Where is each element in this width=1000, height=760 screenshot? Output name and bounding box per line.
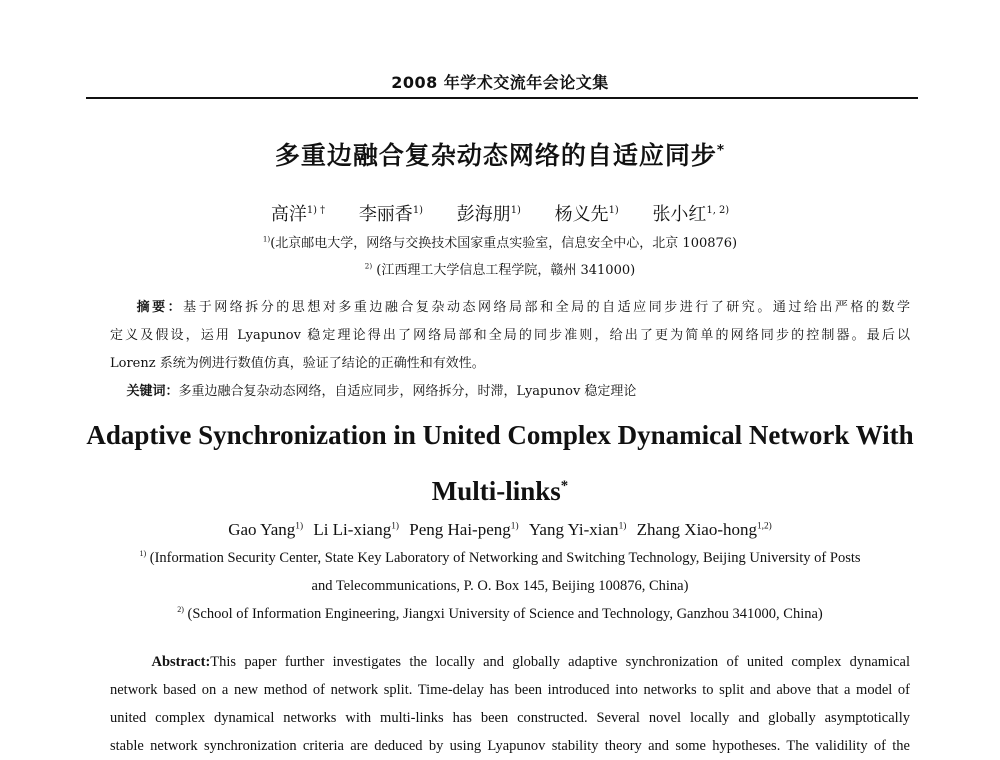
author-sup: 1) † <box>306 205 326 216</box>
aff-sup: 1) <box>262 234 271 244</box>
abstract-line: 定义及假设，运用 Lyapunov 稳定理论得出了网络局部和全局的同步准则，给出了更为简单的网络同步的控制器。最后以 <box>110 328 910 343</box>
author <box>228 520 303 539</box>
english-affiliation-2 <box>0 606 1000 623</box>
chinese-affiliation-2 <box>0 259 1000 278</box>
author-name: 彭海朋 <box>456 204 511 225</box>
author <box>637 520 772 539</box>
chinese-affiliation-1 <box>0 232 1000 251</box>
author <box>457 204 521 225</box>
abstract-text: 基于网络拆分的思想对多重边融合复杂动态网络局部和全局的自适应同步进行了研究。通过给出严格的数学 <box>183 300 910 315</box>
chinese-title-text: 多重边融合复杂动态网络的自适应同步 <box>274 141 717 170</box>
english-authors <box>0 520 1000 540</box>
author <box>409 520 518 539</box>
abstract-line: united complex dynamical networks with multi-links has been constructed. Several novel locally and globally asymptotically <box>110 710 910 726</box>
author-sup: 1) <box>510 205 521 216</box>
author-name: 李丽香 <box>358 204 413 225</box>
aff-text: (江西理工大学信息工程学院，赣州 341000) <box>376 263 636 278</box>
english-affiliation-1-line-1 <box>0 550 1000 567</box>
keywords-label: 关键词： <box>126 384 179 399</box>
chinese-authors <box>0 200 1000 226</box>
chinese-title <box>0 136 1000 172</box>
abstract-line: Lorenz 系统为例进行数值仿真，验证了结论的正确性和有效性。 <box>110 356 485 371</box>
title-footnote-mark: * <box>560 478 569 494</box>
author-sup: 1) <box>412 205 423 216</box>
author-sup: 1) <box>608 205 619 216</box>
running-header: 2008 年学术交流年会论文集 <box>391 73 609 92</box>
abstract-text: This paper further investigates the locally and globally adaptive synchronization of united complex dynamical <box>210 654 911 670</box>
author-name: 张小红 <box>652 204 707 225</box>
author <box>652 204 729 225</box>
author-sup: 1) <box>295 521 304 532</box>
english-title-text: Multi-links <box>431 476 561 506</box>
author <box>271 204 325 225</box>
author-sup: 1, 2) <box>706 205 730 216</box>
author-name: Li Li-xiang <box>313 520 392 539</box>
chinese-abstract <box>110 294 910 406</box>
keywords-line <box>110 378 910 406</box>
aff-text: (School of Information Engineering, Jiangxi University of Science and Technology, Ganzhou 341000, China) <box>187 606 823 622</box>
keywords-text: 多重边融合复杂动态网络，自适应同步，网络拆分，时滞，Lyapunov 稳定理论 <box>178 384 637 399</box>
author-sup: 1,2) <box>757 521 772 532</box>
author-sup: 1) <box>618 521 627 532</box>
english-affiliation-1-line-2: and Telecommunications, P. O. Box 145, Beijing 100876, China) <box>311 578 689 594</box>
abstract-line <box>110 294 910 322</box>
abstract-line: network based on a new method of network split. Time-delay has been introduced into networks to split and above that a model of <box>110 682 910 698</box>
author-name: Peng Hai-peng <box>409 520 511 539</box>
abstract-line <box>110 648 910 676</box>
english-title-line-1: Adaptive Synchronization in United Complex Dynamical Network With <box>86 420 914 450</box>
author-name: Yang Yi-xian <box>528 520 619 539</box>
english-abstract <box>110 648 910 760</box>
abstract-label: 摘要： <box>136 300 184 315</box>
author-name: 高洋 <box>270 204 307 225</box>
author-sup: 1) <box>391 521 400 532</box>
english-title-line-2 <box>0 476 1000 507</box>
aff-text: (Information Security Center, State Key Laboratory of Networking and Switching Technology, Beijing University of Posts <box>149 550 861 566</box>
author-name: Zhang Xiao-hong <box>636 520 757 539</box>
header-rule <box>86 97 918 99</box>
author-sup: 1) <box>510 521 519 532</box>
title-footnote-mark: * <box>716 142 726 159</box>
author-name: 杨义先 <box>554 204 609 225</box>
aff-sup: 2) <box>177 605 184 615</box>
author <box>555 204 619 225</box>
abstract-line: stable network synchronization criteria are deduced by using Lyapunov stability theory and some hypotheses. The validility of the <box>110 738 910 754</box>
author <box>313 520 399 539</box>
author-name: Gao Yang <box>228 520 296 539</box>
author <box>529 520 627 539</box>
aff-sup: 2) <box>364 261 373 271</box>
aff-sup: 1) <box>139 549 147 559</box>
author <box>359 204 423 225</box>
aff-text: (北京邮电大学，网络与交换技术国家重点实验室，信息安全中心，北京 100876) <box>270 236 738 251</box>
abstract-label: Abstract: <box>151 654 211 670</box>
